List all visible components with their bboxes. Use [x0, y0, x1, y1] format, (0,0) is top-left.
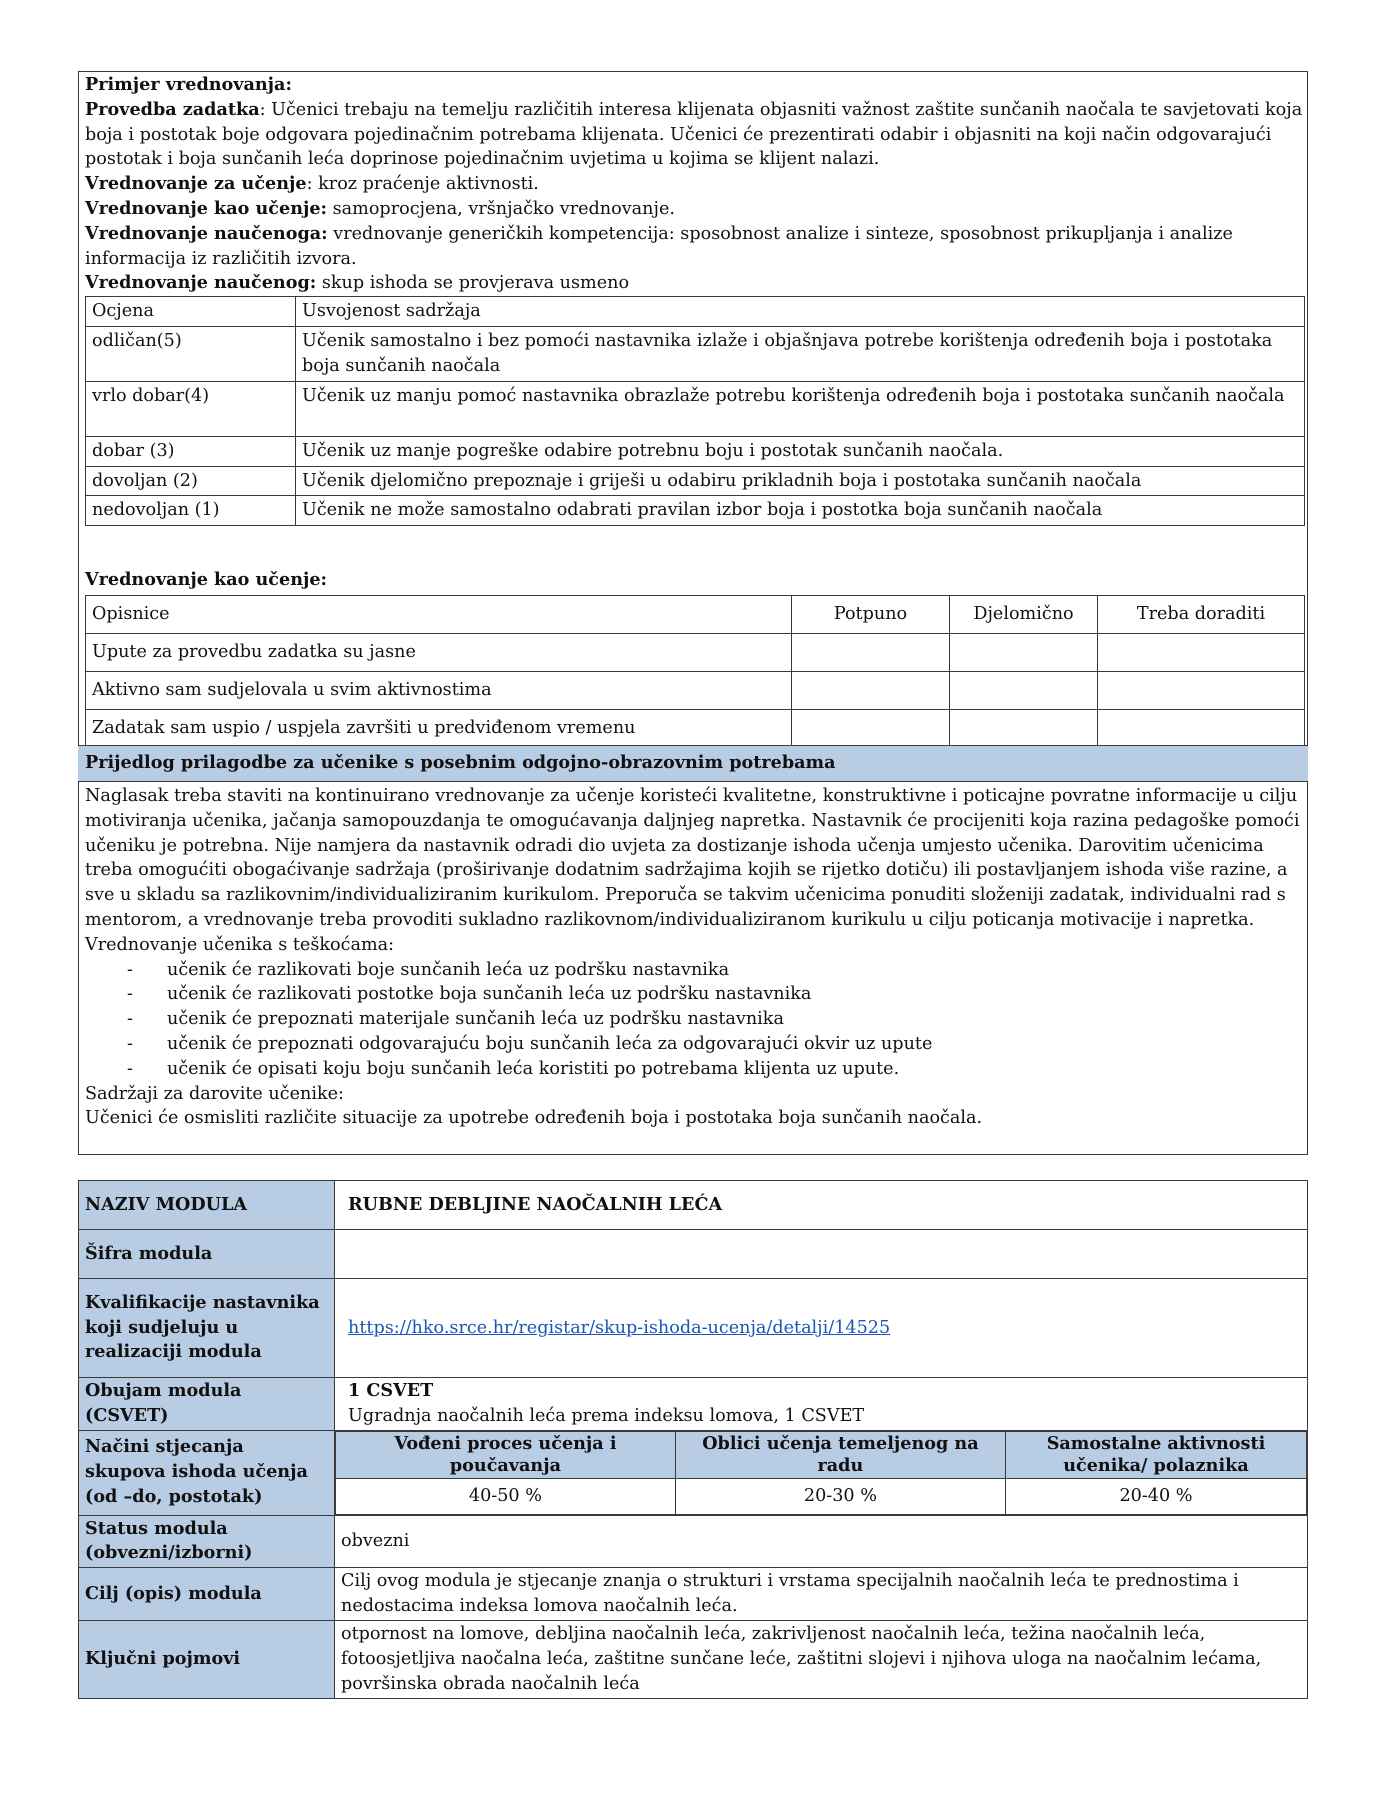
grade-header-usvojenost: Usvojenost sadržaja	[296, 297, 1305, 327]
daroviti-text: Učenici će osmisliti različite situacije za upotrebe određenih boja i postotaka boja sunčanih naočala.	[85, 1108, 983, 1129]
table-row	[86, 466, 1305, 496]
za-ucenje-text: : kroz praćenje aktivnosti.	[306, 174, 539, 195]
djelomicno-cell[interactable]	[950, 634, 1098, 672]
nacini-subtable	[335, 1431, 1307, 1515]
nacini-value-oblici: 20-30 %	[675, 1478, 1005, 1514]
pojmovi-label: Ključni pojmovi	[79, 1621, 335, 1699]
kvalifikacije-label: Kvalifikacije nastavnika koji sudjeluju u realizaciji modula	[79, 1279, 335, 1378]
nacini-value-vodeni: 40-50 %	[336, 1478, 676, 1514]
list-item: - učenik će razlikovati boje sunčanih leća uz podršku nastavnika	[85, 958, 1305, 983]
naziv-label: NAZIV MODULA	[79, 1181, 335, 1230]
prilagodba-body	[85, 784, 1305, 1131]
prilagodba-paragraph: Naglasak treba staviti na kontinuirano vrednovanje za učenje koristeći kvalitetne, konstruktivne i poticajne povratne informacije u cilju motiviranja učenika, jačanja samopouzdanja te omogućavanja daljnjeg napretka. Nastavnik će procijeniti koja razina pedagoške pomoći učeniku je potrebna. Nije namjera da nastavnik odradi dio uvjeta za dostizanje ishoda učenja umjesto učenika. Darovitim učenicima treba omogućiti obogaćivanje sadržaja (proširivanje dodatnim sadržajima kojih se rijetko dotiču) ili postavljanjem ishoda više razine, a sve u skladu sa razlikovnim/individualiziranim kurikulom. Preporuča se takvim učenicima ponuditi složeniji zadatak, individualni rad s mentorom, a vrednovanje treba provoditi sukladno razlikovnom/individualiziranom kurikulu u cilju poticanja motivacije i napretka.	[85, 786, 1300, 930]
treba-doraditi-cell[interactable]	[1098, 710, 1305, 748]
prilagodba-heading: Prijedlog prilagodbe za učenike s posebnim odgojno-obrazovnim potrebama	[78, 745, 1308, 782]
grade-header-ocjena: Ocjena	[86, 297, 296, 327]
nacini-header-oblici: Oblici učenja temeljenog na radu	[675, 1431, 1005, 1478]
grade-label: vrlo dobar(4)	[86, 381, 296, 436]
daroviti-label: Sadržaji za darovite učenike:	[85, 1083, 344, 1104]
treba-doraditi-cell[interactable]	[1098, 634, 1305, 672]
descriptor: Upute za provedbu zadatka su jasne	[86, 634, 792, 672]
grade-label: dovoljan (2)	[86, 466, 296, 496]
self-assessment-table	[85, 595, 1305, 748]
grade-table	[85, 296, 1305, 526]
pojmovi-value: otpornost na lomove, debljina naočalnih leća, zakrivljenost naočalnih leća, težina naočalnih leća, fotoosjetljiva naočalna leća, zaštitne sunčane leće, zaštitni slojevi i njihova uloga na naočalnim lećama, površinska obrada naočalnih leća	[335, 1621, 1308, 1699]
list-item: - učenik će prepoznati odgovarajuću boju sunčanih leća za odgovarajući okvir uz upute	[85, 1032, 1305, 1057]
list-item: - učenik će prepoznati materijale sunčanih leća uz podršku nastavnika	[85, 1007, 1305, 1032]
naucenog-text: skup ishoda se provjerava usmeno	[316, 273, 630, 294]
header-potpuno: Potpuno	[792, 596, 950, 634]
table-row	[86, 496, 1305, 526]
potpuno-cell[interactable]	[792, 634, 950, 672]
provedba-text: : Učenici trebaju na temelju različitih interesa klijenata objasniti važnost zaštite sunčanih naočala te savjetovati koja boja i postotak boje odgovara pojedinačnim potrebama klijenata. Učenici će prezentirati odabir i objasniti na koji način odgovarajući postotak i boja sunčanih leća doprinose pojedinačnim uvjetima u kojima se klijent nalazi.	[85, 99, 1303, 170]
nacini-label: Načini stjecanja skupova ishoda učenja (od –do, postotak)	[79, 1430, 335, 1515]
module-table	[78, 1180, 1308, 1699]
grade-label: odličan(5)	[86, 326, 296, 381]
table-row	[86, 436, 1305, 466]
primjer-heading: Primjer vrednovanja:	[85, 74, 292, 95]
djelomicno-cell[interactable]	[950, 672, 1098, 710]
grade-description: Učenik uz manju pomoć nastavnika obrazlaže potrebu korištenja određenih boja i postotaka sunčanih naočala	[296, 381, 1305, 436]
obujam-detail: Ugradnja naočalnih leća prema indeksu lomova, 1 CSVET	[348, 1405, 865, 1426]
list-item: - učenik će opisati koju boju sunčanih leća koristiti po potrebama klijenta uz upute.	[85, 1057, 1305, 1082]
header-treba-doraditi: Treba doraditi	[1098, 596, 1305, 634]
kvalifikacije-link[interactable]: https://hko.srce.hr/registar/skup-ishoda-ucenja/detalji/14525	[348, 1317, 891, 1338]
header-djelomicno: Djelomično	[950, 596, 1098, 634]
naucenoga-text: vrednovanje generičkih kompetencija: sposobnost analize i sinteze, sposobnost prikupljanja i analize informacija iz različitih izvora.	[85, 223, 1233, 269]
djelomicno-cell[interactable]	[950, 710, 1098, 748]
obujam-label: Obujam modula (CSVET)	[79, 1378, 335, 1431]
grade-label: dobar (3)	[86, 436, 296, 466]
grade-description: Učenik uz manje pogreške odabire potrebnu boju i postotak sunčanih naočala.	[296, 436, 1305, 466]
table-row	[86, 381, 1305, 436]
kao-ucenje-text: samoprocjena, vršnjačko vrednovanje.	[327, 198, 675, 219]
descriptor: Aktivno sam sudjelovala u svim aktivnostima	[86, 672, 792, 710]
nacini-value-samostalne: 20-40 %	[1005, 1478, 1306, 1514]
table-row	[86, 710, 1305, 748]
table-row	[79, 1621, 1308, 1699]
grade-table-header	[86, 297, 1305, 327]
table-row	[79, 1279, 1308, 1378]
naziv-value: RUBNE DEBLJINE NAOČALNIH LEĆA	[335, 1181, 1308, 1230]
descriptor: Zadatak sam uspio / uspjela završiti u predviđenom vremenu	[86, 710, 792, 748]
kao-ucenje-heading-wrap	[85, 568, 1305, 593]
list-item: - učenik će razlikovati postotke boja sunčanih leća uz podršku nastavnika	[85, 982, 1305, 1007]
sifra-label: Šifra modula	[79, 1230, 335, 1279]
grade-label: nedovoljan (1)	[86, 496, 296, 526]
grade-description: Učenik samostalno i bez pomoći nastavnika izlaže i objašnjava potrebe korištenja određenih boja i postotaka boja sunčanih naočala	[296, 326, 1305, 381]
table-row	[86, 634, 1305, 672]
nacini-header-samostalne: Samostalne aktivnosti učenika/ polaznika	[1005, 1431, 1306, 1478]
naucenog-label: Vrednovanje naučenog:	[85, 272, 317, 294]
header-opisnice: Opisnice	[86, 596, 792, 634]
grade-description: Učenik ne može samostalno odabrati pravilan izbor boja i postotka boja sunčanih naočala	[296, 496, 1305, 526]
table-row	[86, 672, 1305, 710]
table-row	[79, 1181, 1308, 1230]
table-row	[86, 326, 1305, 381]
cilj-value: Cilj ovog modula je stjecanje znanja o strukturi i vrstama specijalnih naočalnih leća te prednostima i nedostacima indeksa lomova naočalnih leća.	[335, 1568, 1308, 1621]
table-row	[79, 1568, 1308, 1621]
treba-doraditi-cell[interactable]	[1098, 672, 1305, 710]
self-assessment-header	[86, 596, 1305, 634]
table-row	[79, 1230, 1308, 1279]
table-row	[79, 1515, 1308, 1568]
nacini-header-vodeni: Vođeni proces učenja i poučavanja	[336, 1431, 676, 1478]
naucenoga-label: Vrednovanje naučenoga:	[85, 222, 328, 244]
provedba-label: Provedba zadatka	[85, 98, 260, 120]
teskoce-list	[85, 958, 1305, 1082]
table-row	[79, 1430, 1308, 1515]
status-label: Status modula (obvezni/izborni)	[79, 1515, 335, 1568]
sifra-value[interactable]	[335, 1230, 1308, 1279]
table-row	[79, 1378, 1308, 1431]
status-value: obvezni	[335, 1515, 1308, 1568]
kao-ucenje-label: Vrednovanje kao učenje:	[85, 197, 328, 219]
potpuno-cell[interactable]	[792, 672, 950, 710]
cilj-label: Cilj (opis) modula	[79, 1568, 335, 1621]
evaluation-intro	[85, 73, 1305, 296]
grade-description: Učenik djelomično prepoznaje i griješi u odabiru prikladnih boja i postotaka sunčanih naočala	[296, 466, 1305, 496]
teskoce-label: Vrednovanje učenika s teškoćama:	[85, 934, 395, 955]
kao-ucenje-table-heading: Vrednovanje kao učenje:	[85, 569, 328, 590]
potpuno-cell[interactable]	[792, 710, 950, 748]
za-ucenje-label: Vrednovanje za učenje	[85, 173, 307, 195]
obujam-value: 1 CSVET	[348, 1380, 434, 1401]
